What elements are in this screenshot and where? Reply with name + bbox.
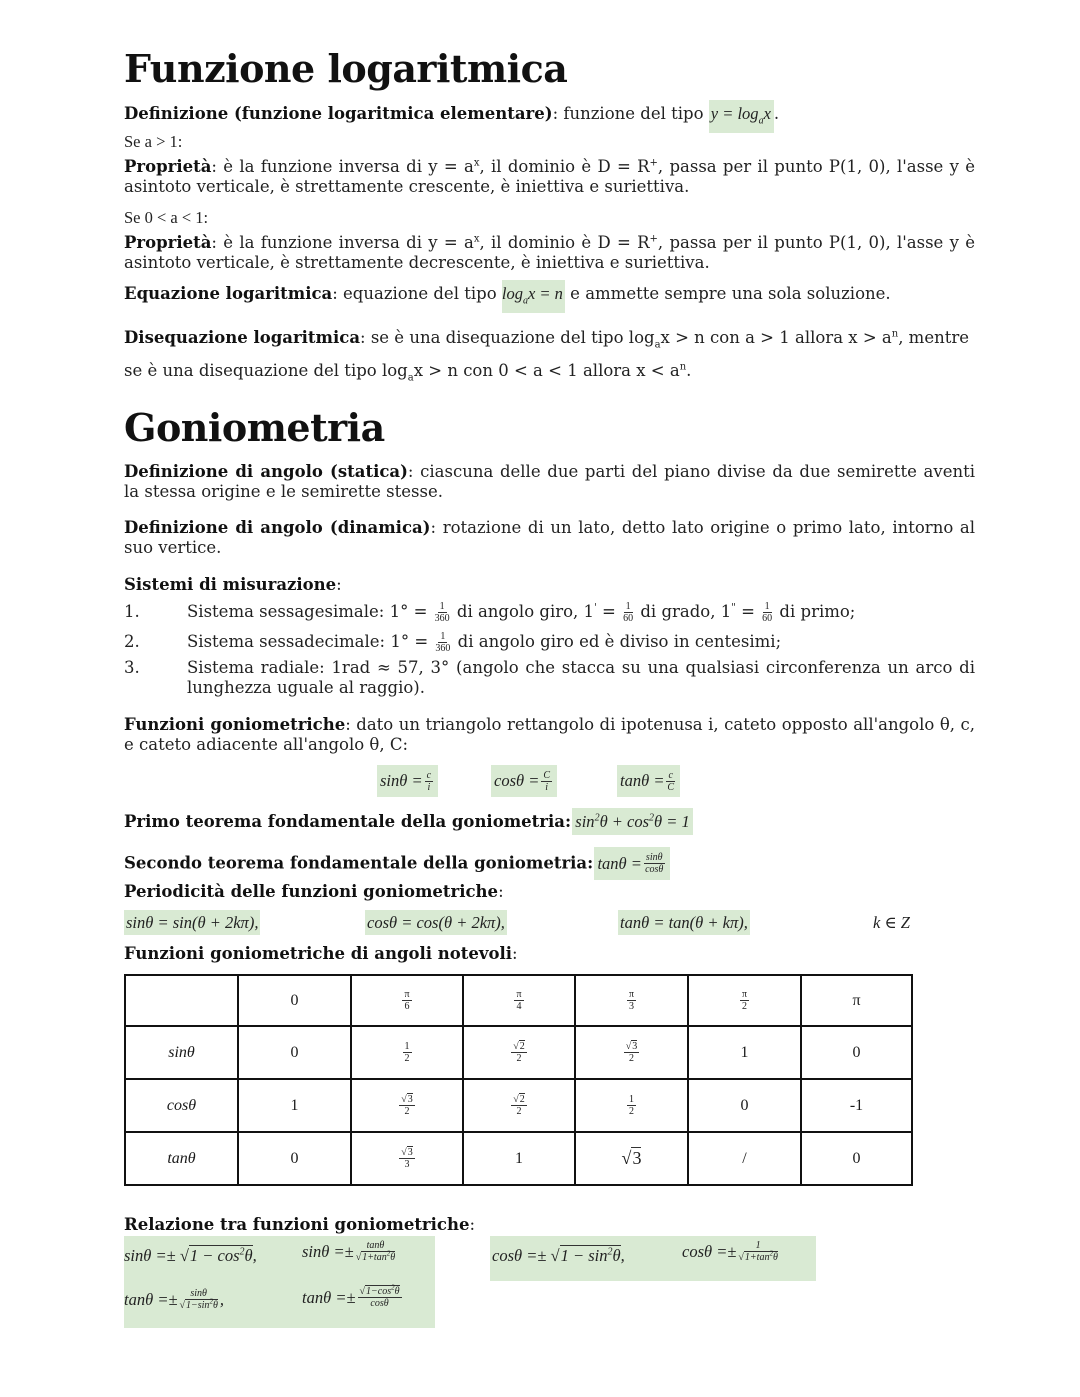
dynamic-text: : rotazione di un lato, detto lato origine o primo lato, intorno al suo vertice.: [124, 518, 975, 557]
numerator: sinθ: [645, 852, 663, 863]
denominator: 2: [404, 1106, 410, 1117]
denominator: 2: [516, 1053, 522, 1064]
relation-lhs: tanθ =±: [302, 1287, 356, 1307]
formula-tan: [617, 765, 680, 797]
table-cell: [463, 1079, 575, 1132]
table-header-cell: [688, 975, 801, 1026]
relation-lhs: sinθ =±: [302, 1241, 354, 1261]
definition-formula: [709, 100, 774, 133]
formula-lhs: sinθ =: [380, 771, 423, 790]
relation-tan-cos: [302, 1283, 404, 1309]
fraction: [403, 1041, 412, 1064]
numerator: C: [543, 769, 551, 781]
table-cell: [463, 1026, 575, 1079]
second-sup: ": [731, 602, 736, 614]
periodicity-sin: [124, 913, 260, 933]
denominator: 360: [434, 613, 450, 624]
table-cell: [351, 1132, 463, 1185]
root-body: 1−sin: [186, 1300, 210, 1311]
theorem-label: Primo teorema fondamentale della goniometria: [124, 812, 565, 831]
notable-label: Funzioni goniometriche di angoli notevoli: [124, 944, 513, 963]
relation-lhs: sinθ =±: [124, 1246, 180, 1265]
theta: θ: [612, 1246, 621, 1265]
list-number: 3.: [124, 658, 140, 677]
numerator: c: [426, 769, 432, 781]
fraction: [762, 601, 772, 624]
fraction: [623, 601, 633, 624]
formula-sub: a: [758, 115, 764, 127]
relation-lhs: cosθ =±: [682, 1241, 737, 1261]
numerator: √3: [401, 1094, 413, 1105]
relation-lhs: tanθ =±: [124, 1289, 178, 1309]
denominator: 4: [516, 1001, 522, 1012]
fraction: [627, 989, 636, 1012]
theta: θ: [772, 1252, 778, 1263]
denominator: C: [667, 781, 675, 793]
square-sup: 2: [209, 1297, 213, 1306]
functions-text: : dato un triangolo rettangolo di ipotenusa i, cateto opposto all'angolo θ, c, e cateto adiacente all'angolo θ, C:: [124, 715, 975, 754]
denominator: 360: [435, 643, 451, 654]
inequality-text: : se è una disequazione del tipo log: [360, 328, 655, 347]
table-cell: 0: [688, 1079, 801, 1132]
square-sup: 2: [386, 1249, 391, 1258]
system-item-2: [124, 631, 984, 654]
table-cell: [351, 1026, 463, 1079]
inequality-text: x > n con a > 1 allora x > a: [660, 328, 892, 347]
table-row-cos: [125, 1079, 912, 1132]
numerator: 1: [440, 631, 446, 642]
functions-label: Funzioni goniometriche: [124, 715, 346, 734]
numerator: π: [516, 989, 522, 1000]
numerator: c: [668, 769, 673, 781]
formula-part: θ = 1: [654, 812, 690, 831]
prop-label: Proprietà: [124, 233, 212, 252]
table-cell: 1: [688, 1026, 801, 1079]
denominator: 2: [516, 1106, 522, 1117]
fraction: [627, 1094, 636, 1117]
fraction: [180, 1288, 218, 1311]
inequality-text: se è una disequazione del tipo log: [124, 361, 408, 380]
section-title-gonio: Goniometria: [124, 405, 385, 450]
root-body: 1 − cos: [189, 1246, 240, 1265]
periodicity-k: k ∈ Z: [873, 913, 910, 932]
system-text: Sistema sessagesimale: 1° =: [187, 602, 433, 621]
fraction: [666, 770, 674, 793]
fraction: [740, 989, 749, 1012]
theta: θ: [212, 1300, 218, 1311]
static-label: Definizione di angolo (statica): [124, 462, 408, 481]
denominator: 3: [629, 1001, 634, 1012]
prop-sup: x: [473, 157, 480, 169]
prop-sup: +: [649, 157, 658, 169]
first-theorem: [124, 812, 984, 832]
formula-lhs: tanθ =: [597, 853, 642, 873]
log-equation: [124, 284, 984, 307]
theta: θ: [244, 1246, 253, 1265]
table-cell: [351, 1079, 463, 1132]
denominator: 2: [742, 1001, 747, 1012]
table-cell: 0: [238, 1026, 351, 1079]
denominator: 60: [762, 613, 773, 624]
systems-label: Sistemi di misurazione: [124, 575, 337, 594]
denominator: 2: [404, 1053, 410, 1064]
definition-label: Definizione (funzione logaritmica elementare): [124, 104, 553, 123]
equation-label: Equazione logaritmica: [124, 284, 333, 303]
system-text: di angolo giro, 1: [451, 602, 595, 621]
table-header-cell: [351, 975, 463, 1026]
periodicity-cos: [365, 913, 507, 933]
table-header-cell: [125, 975, 238, 1026]
prime-sup: ': [594, 602, 597, 614]
prop-label: Proprietà: [124, 157, 212, 176]
periodicity-formula: cosθ = cos(θ + 2kπ),: [365, 910, 507, 935]
relations-heading: [124, 1215, 475, 1235]
theta: θ: [390, 1252, 396, 1263]
functions-definition: [124, 715, 975, 755]
formula-text: log: [501, 284, 523, 303]
relation-cos-sin: $\cos\theta =\pm √1 - \sin^2\theta$,: [492, 1246, 625, 1265]
table-cell: 0: [801, 1026, 912, 1079]
dynamic-label: Definizione di angolo (dinamica): [124, 518, 431, 537]
prop-text: , il dominio è D = R: [479, 157, 650, 176]
square-sup: 2: [607, 1246, 613, 1258]
case1-properties: [124, 157, 975, 197]
denominator: $√1+\tan^2\theta$: [355, 1249, 396, 1263]
inequality-text: .: [686, 361, 692, 380]
root-body: 1 − sin: [560, 1246, 608, 1265]
angle-dynamic-definition: [124, 518, 975, 558]
prop-text: : è la funzione inversa di y = a: [211, 157, 474, 176]
denominator: 6: [404, 1001, 410, 1012]
table-header-cell: 0: [238, 975, 351, 1026]
prop-sup: +: [649, 233, 658, 245]
case2-properties: [124, 233, 975, 273]
relation-cos-tan: [682, 1240, 780, 1263]
denominator: cosθ: [370, 1298, 389, 1309]
fraction: [435, 601, 450, 624]
theta: θ: [394, 1286, 400, 1297]
numerator: 1: [439, 601, 445, 612]
root-body: 1+tan: [744, 1252, 770, 1263]
square-sup: 2: [391, 1283, 395, 1292]
system-item-3: [124, 658, 984, 698]
formula-sin: [377, 765, 438, 797]
colon: :: [336, 575, 342, 594]
periodicity-label: Periodicità delle funzioni goniometriche: [124, 882, 499, 901]
log-inequality-line2: [124, 361, 984, 384]
periodicity-formula: tanθ = tan(θ + kπ),: [618, 910, 750, 935]
table-cell: √3: [575, 1132, 688, 1185]
system-text: =: [596, 602, 622, 621]
equation-text: : equazione del tipo: [332, 284, 502, 303]
table-cell: 0: [801, 1132, 912, 1185]
formula-sub: a: [654, 339, 661, 351]
relation-tan-sin: [124, 1288, 224, 1311]
notable-heading: [124, 944, 518, 964]
formula-part: sin: [575, 812, 595, 831]
relations-label: Relazione tra funzioni goniometriche: [124, 1215, 470, 1234]
relation-lhs: cosθ =±: [492, 1246, 551, 1265]
fraction: [399, 1094, 415, 1117]
numerator: √2: [513, 1041, 525, 1052]
fraction: [514, 989, 523, 1012]
table-header-cell: π: [801, 975, 912, 1026]
numerator: π: [628, 989, 635, 1000]
inequality-text: x > n con 0 < a < 1 allora x < a: [413, 361, 680, 380]
formula-sub: a: [522, 295, 528, 307]
list-number: 1.: [124, 602, 140, 621]
prop-text: : è la funzione inversa di y = a: [211, 233, 474, 252]
second-theorem: [124, 847, 984, 880]
numerator: sinθ: [190, 1288, 207, 1299]
table-header-cell: [575, 975, 688, 1026]
system-text: Sistema radiale: 1rad ≈ 57, 3° (angolo che stacca su una qualsiasi circonferenza un arco di lunghezza uguale al raggio).: [187, 658, 975, 697]
denominator: 2: [629, 1106, 634, 1117]
denominator: i: [427, 781, 431, 793]
relation-sin-cos: $\sin\theta =\pm √1 - \cos^2\theta$,: [124, 1246, 257, 1265]
system-text: di primo;: [774, 602, 856, 621]
denominator: cosθ: [645, 864, 664, 875]
definition-text: : funzione del tipo: [552, 104, 709, 123]
case1-label: Se a > 1:: [124, 132, 183, 151]
table-cell: 1: [463, 1132, 575, 1185]
system-text: =: [735, 602, 761, 621]
denominator: $√1-\sin^2\theta$: [179, 1297, 218, 1311]
prop-text: , passa per il punto P(1, 0), l'asse y è asintoto verticale, è strettamente crescente, è iniettiva e suriettiva.: [124, 157, 975, 196]
denominator: $√1+\tan^2\theta$: [738, 1249, 778, 1263]
relation-sin-tan: [302, 1240, 397, 1263]
fraction: [435, 631, 450, 654]
colon: :: [512, 944, 518, 963]
fraction: [644, 852, 665, 875]
comma: ,: [219, 1289, 224, 1309]
fraction: [738, 1240, 777, 1263]
fraction: [402, 989, 411, 1012]
static-text: : ciascuna delle due parti del piano divise da due semirette aventi la stessa origine e le semirette stesse.: [124, 462, 975, 501]
equation-text: e ammette sempre una sola soluzione.: [564, 284, 891, 303]
formula-sup: n: [679, 361, 687, 373]
inequality-text: , mentre: [898, 328, 969, 347]
table-row-tan: [125, 1132, 912, 1185]
denominator: 3: [404, 1159, 410, 1170]
formula-sup: n: [891, 328, 899, 340]
colon: :: [469, 1215, 475, 1234]
table-cell: 0: [238, 1132, 351, 1185]
formula-sub: a: [407, 372, 414, 384]
numerator: π: [741, 989, 748, 1000]
numerator: tanθ: [366, 1240, 385, 1251]
system-text: di angolo giro ed è diviso in centesimi;: [452, 632, 782, 651]
table-cell: 1: [238, 1079, 351, 1132]
numerator: 1: [404, 1041, 410, 1052]
case2-label: Se 0 < a < 1:: [124, 208, 209, 227]
inequality-label: Disequazione logaritmica: [124, 328, 361, 347]
denominator: 2: [629, 1053, 634, 1064]
numerator: 1: [755, 1240, 761, 1251]
log-inequality-line1: [124, 328, 984, 351]
fraction: [425, 770, 433, 793]
system-text: Sistema sessadecimale: 1° =: [187, 632, 434, 651]
prop-text: , il dominio è D = R: [479, 233, 650, 252]
fraction: [358, 1283, 402, 1309]
system-text: di grado, 1: [635, 602, 732, 621]
log-definition: Definizione (funzione logaritmica elementare): funzione del tipo $y = \log_ax$ .: [124, 104, 984, 124]
fraction: [511, 1041, 527, 1064]
fraction: [541, 770, 552, 793]
root-body: 1−cos: [366, 1286, 392, 1297]
fraction: [511, 1094, 527, 1117]
section-title-log: Funzione logaritmica: [124, 46, 568, 91]
table-header-cell: [463, 975, 575, 1026]
square-sup: 2: [594, 812, 600, 824]
formula-text: y = log: [710, 104, 759, 123]
table-row-sin: [125, 1026, 912, 1079]
second-theorem-formula: [594, 847, 669, 880]
list-number: 2.: [124, 632, 140, 651]
table-cell: [575, 1079, 688, 1132]
systems-heading: [124, 575, 342, 595]
table-cell: /: [688, 1132, 801, 1185]
numerator: $√1-\cos^2\theta$: [359, 1283, 400, 1297]
formula-tail: x = n: [527, 284, 563, 303]
periodicity-heading: [124, 882, 504, 902]
colon: :: [498, 882, 504, 901]
numerator: √3: [625, 1041, 638, 1052]
equation-formula: [502, 280, 565, 313]
table-cell: [575, 1026, 688, 1079]
numerator: √2: [513, 1094, 525, 1105]
prop-text: , passa per il punto P(1, 0), l'asse y è asintoto verticale, è strettamente decrescente, è iniettiva e suriettiva.: [124, 233, 975, 272]
row-label: sinθ: [125, 1026, 238, 1079]
colon: :: [587, 853, 594, 873]
theorem-label: Secondo teorema fondamentale della goniometria: [124, 853, 588, 873]
root-body: 1+tan: [362, 1252, 387, 1263]
fraction: [356, 1240, 395, 1263]
colon: :: [564, 812, 572, 831]
first-theorem-formula: [572, 808, 693, 835]
row-label: tanθ: [125, 1132, 238, 1185]
square-sup: 2: [649, 812, 655, 824]
angle-static-definition: [124, 462, 975, 502]
system-item-1: [124, 601, 984, 624]
formula-cos: [491, 765, 557, 797]
formula-part: θ + cos: [599, 812, 650, 831]
numerator: √3: [401, 1147, 413, 1158]
formula-lhs: tanθ =: [620, 771, 665, 790]
table-cell: -1: [801, 1079, 912, 1132]
formula-lhs: cosθ =: [494, 771, 540, 790]
square-sup: 2: [769, 1249, 773, 1258]
prop-sup: x: [473, 233, 480, 245]
numerator: π: [404, 989, 410, 1000]
formula-tail: x: [763, 104, 771, 123]
row-label: cosθ: [125, 1079, 238, 1132]
periodicity-tan: [618, 913, 750, 933]
numerator: 1: [764, 601, 770, 612]
denominator: i: [545, 781, 549, 793]
square-sup: 2: [239, 1246, 245, 1258]
numerator: 1: [629, 1094, 634, 1105]
table-header-row: [125, 975, 912, 1026]
numerator: 1: [625, 601, 631, 612]
notable-angles-table: [124, 974, 913, 1186]
denominator: 60: [623, 613, 634, 624]
periodicity-formula: sinθ = sin(θ + 2kπ),: [124, 910, 260, 935]
fraction: [399, 1147, 415, 1170]
fraction: [624, 1041, 640, 1064]
